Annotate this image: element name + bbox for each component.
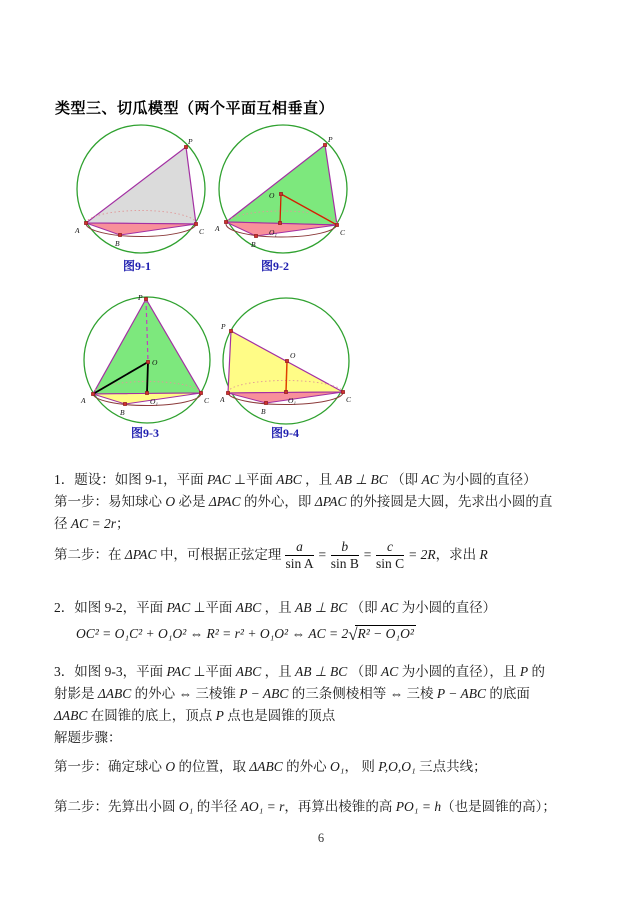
point-o: [285, 359, 288, 362]
point-a: [224, 220, 227, 223]
label-b: B: [120, 408, 125, 417]
label-o: O: [290, 351, 296, 360]
label-a: A: [75, 226, 80, 235]
label-o: O: [269, 191, 275, 200]
paragraph-case3-cont2: ΔABC 在圆锥的底上，顶点 P 点也是圆锥的顶点: [54, 708, 336, 723]
figure-9-1-caption: 图9-1: [123, 259, 151, 273]
point-b: [118, 233, 121, 236]
point-o1: [278, 221, 281, 224]
paragraph-step1-cont: 径 AC = 2r；: [54, 516, 130, 531]
figure-9-2-caption: 图9-2: [261, 259, 289, 273]
formula-pythagoras: OC² = O₁C² + O₁O² ⇔ R² = r² + O₁O² ⇔ AC = 2√R² − O₁O²: [76, 625, 414, 644]
paragraph-problem-setup: 1．题设：如图 9-1，平面 PAC ⊥平面 ABC ，且 AB ⊥ BC （即 AC 为小圆的直径）: [54, 472, 537, 487]
paragraph-case2: 2．如图 9-2，平面 PAC ⊥平面 ABC ，且 AB ⊥ BC （即 AC 为小圆的直径）: [54, 600, 497, 615]
point-a: [91, 392, 94, 395]
point-c: [194, 222, 197, 225]
page-title: 类型三、切瓜模型（两个平面互相垂直）: [55, 100, 335, 117]
paragraph-case3: 3．如图 9-3，平面 PAC ⊥平面 ABC ，且 AB ⊥ BC （即 AC 为小圆的直径），且 P 的: [54, 664, 545, 679]
paragraph-solution-step2: 第二步：先算出小圆 O₁ 的半径 AO₁ = r，再算出棱锥的高 PO₁ = h（也是圆锥的高）；: [54, 799, 556, 814]
label-a: A: [220, 395, 225, 404]
point-b: [254, 234, 257, 237]
point-c: [335, 223, 338, 226]
label-p: P: [221, 322, 226, 331]
point-p: [323, 143, 326, 146]
point-o: [146, 360, 149, 363]
page-number: 6: [317, 831, 325, 845]
label-o: O: [152, 358, 158, 367]
segment-o-o1: [286, 361, 287, 392]
point-p: [144, 297, 147, 300]
point-o1: [145, 391, 148, 394]
label-o1: O₁: [150, 397, 159, 406]
label-o1: O₁: [269, 228, 278, 237]
figure-9-4-caption: 图9-4: [271, 426, 299, 440]
label-c: C: [204, 396, 210, 405]
point-c: [199, 391, 202, 394]
figure-9-4: [220, 291, 358, 431]
point-c: [341, 390, 344, 393]
triangle-pac: [226, 145, 337, 225]
point-a: [84, 221, 87, 224]
label-o1: O₁: [288, 396, 297, 405]
figure-9-3-caption: 图9-3: [131, 426, 159, 440]
label-p: P: [188, 137, 193, 146]
point-p: [229, 329, 232, 332]
label-a: A: [215, 224, 220, 233]
label-b: B: [261, 407, 266, 416]
label-c: C: [340, 228, 346, 237]
label-a: A: [81, 396, 86, 405]
point-o1: [284, 390, 287, 393]
point-b: [264, 401, 267, 404]
point-o: [279, 192, 282, 195]
triangle-pac: [86, 147, 196, 224]
paragraph-case3-cont1: 射影是 ΔABC 的外心 ⇔ 三棱锥 P − ABC 的三条侧棱相等 ⇔ 三棱 P − ABC 的底面: [54, 686, 530, 701]
point-b: [123, 402, 126, 405]
label-c: C: [199, 227, 205, 236]
label-c: C: [346, 395, 352, 404]
paragraph-solution-steps-heading: 解题步骤：: [54, 730, 122, 745]
figure-9-3: [80, 291, 218, 431]
paragraph-step1: 第一步：易知球心 O 必是 ΔPAC 的外心，即 ΔPAC 的外接圆是大圆，先求出小圆的直: [54, 494, 553, 509]
point-a: [226, 391, 229, 394]
label-p: P: [328, 135, 333, 144]
label-p: P: [138, 293, 143, 302]
paragraph-solution-step1: 第一步：确定球心 O 的位置，取 ΔABC 的外心 O₁， 则 P,O,O₁ 三点共线；: [54, 759, 487, 774]
figure-9-2: [214, 124, 352, 264]
segment-o-o1: [147, 362, 148, 393]
label-b: B: [251, 240, 256, 249]
label-b: B: [115, 239, 120, 248]
paragraph-step2-sine-rule: 第二步：在 ΔPAC 中，可根据正弦定理 $\frac{a}{\text{sin A}}$ = $\frac{b}{\text{sin B}}$ = $\frac{c}{\text{sin C}}$ = 2R，求出 R: [54, 539, 488, 572]
figure-9-1: [72, 124, 210, 264]
